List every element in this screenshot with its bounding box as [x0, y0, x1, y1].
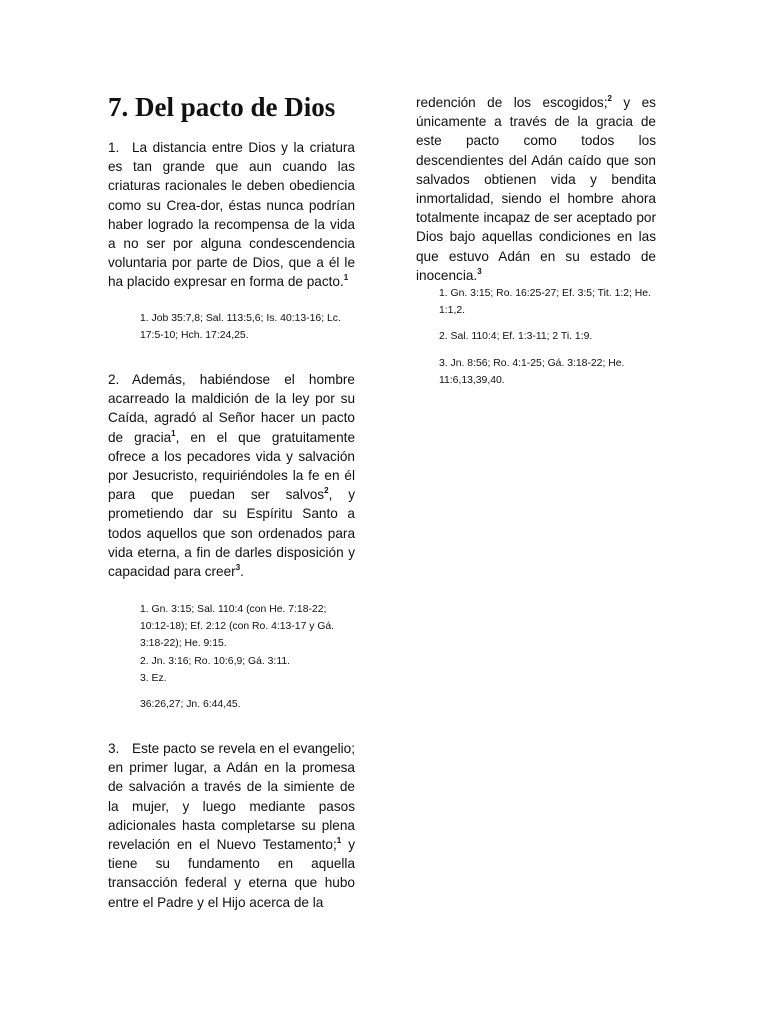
paragraph-text: y es únicamente a través de la gracia de este pacto como todos los descendientes del Adán caído que son salvados obtienen vida y bendita inmortalidad, siendo el hombre ahora totalmente incapaz de ser aceptado por Dios bajo aquellas condiciones en las que estuvo Adán en su estado de inocencia. — [416, 95, 656, 283]
paragraph-3-continued — [416, 93, 656, 285]
paragraph-text: , en el que gratuitamente ofrece a los pecadores vida y salvación por Jesucristo, requiriéndoles la fe en él para que puedan ser salvos — [108, 429, 355, 503]
reference-item: 1. Gn. 3:15; Sal. 110:4 (con He. 7:18-22; 10:12-18); Ef. 2:12 (con Ro. 4:13-17 y Gá. 3:18-22); He. 9:15. — [140, 604, 335, 650]
references-2 — [140, 601, 358, 713]
references-3 — [439, 285, 659, 389]
reference-item: 36:26,27; Jn. 6:44,45. — [140, 699, 241, 711]
footnote-marker: 3 — [235, 563, 241, 573]
paragraph-text: La distancia entre Dios y la criatura es tan grande que aun cuando las criaturas racionales le deben obediencia como su Crea-dor, éstas nunca podrían haber logrado la recompensa de la vida a no ser por alguna condescendencia voluntaria por parte de Dios, que a él le ha placido expresar en forma de pacto. — [108, 140, 355, 290]
paragraph-text: . — [240, 564, 244, 580]
paragraph-text: Además, habiéndose el hombre acarreado la maldición de la ley por su Caída, agradó al Señor hacer un pacto de gracia — [108, 372, 355, 445]
paragraph-2 — [108, 370, 355, 581]
reference-item: 1. Gn. 3:15; Ro. 16:25-27; Ef. 3:5; Tit. 1:2; He. 1:1,2. — [439, 288, 651, 317]
reference-item: 2. Sal. 110:4; Ef. 1:3-11; 2 Ti. 1:9. — [439, 331, 593, 343]
paragraph-number: 3. — [108, 741, 120, 756]
footnote-marker: 3 — [477, 266, 482, 276]
footnote-marker: 1 — [336, 836, 342, 846]
footnote-marker: 2 — [324, 486, 329, 496]
paragraph-3 — [108, 739, 355, 912]
footnote-marker: 2 — [607, 94, 612, 103]
footnote-marker: 1 — [343, 273, 349, 283]
paragraph-text: redención de los escogidos; — [416, 95, 608, 110]
reference-item: 1. Job 35:7,8; Sal. 113:5,6; Is. 40:13-16; Lc. 17:5-10; Hch. 17:24,25. — [140, 313, 341, 342]
paragraph-number: 2. — [108, 372, 120, 387]
paragraph-1 — [108, 138, 355, 292]
reference-item: 3. Ez. — [140, 672, 167, 684]
paragraph-text: Este pacto se revela en el evangelio; en primer lugar, a Adán en la promesa de salvación a través de la simiente de la mujer, y luego mediante pasos adicionales hasta completarse su plena revelación en el Nuevo Testamento; — [108, 741, 355, 853]
references-1 — [140, 310, 358, 344]
reference-item: 2. Jn. 3:16; Ro. 10:6,9; Gá. 3:11. — [140, 655, 290, 667]
section-title: 7. Del pacto de Dios — [108, 92, 336, 122]
paragraph-text: y tiene su fundamento en aquella transacción federal y eterna que hubo entre el Padre y el Hijo acerca de la — [108, 837, 355, 910]
footnote-marker: 1 — [171, 428, 176, 438]
paragraph-text: , y prometiendo dar su Espíritu Santo a todos aquellos que son ordenados para vida eterna, a fin de darles disposición y capacidad para creer — [108, 487, 355, 580]
paragraph-number: 1. — [108, 140, 120, 155]
reference-item: 3. Jn. 8:56; Ro. 4:1-25; Gá. 3:18-22; He. 11:6,13,39,40. — [439, 357, 625, 386]
